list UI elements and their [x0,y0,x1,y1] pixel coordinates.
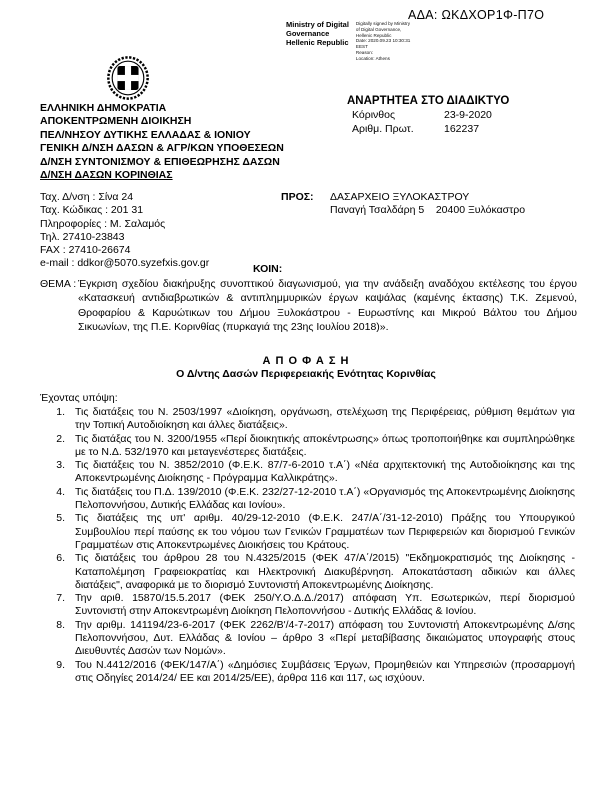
having-regard-label: Έχοντας υπόψη: [40,392,118,404]
hellenic-coat-of-arms-icon [105,55,151,101]
list-item [40,406,577,433]
posted-on-internet-label: ΑΝΑΡΤΗΤΕΑ ΣΤΟ ΔΙΑΔΙΚΤΥΟ [347,95,510,107]
list-item [40,592,577,619]
postal-code-line: Ταχ. Κώδικας : 201 31 [40,204,144,217]
recipient-lines [330,191,525,218]
list-item [40,552,577,592]
signature-detail-line: EEST [355,44,368,50]
decision-subtitle: Ο Δ/ντης Δασών Περιφερειακής Ενότητας Κορινθίας [176,368,436,380]
list-item-text: Την αριθ. 15870/15.5.2017 (ΦΕΚ 250/Υ.Ο.Δ.Δ./2017) απόφαση Υπ. Εσωτερικών, περί διορισμού Συντονιστή στην Αποκεντρωμένη Διοίκηση Πελοποννήσου - Δυτικής Ελλάδας & Ιονίου. [75,592,575,618]
authority-line: ΑΠΟΚΕΝΤΡΩΜΕΝΗ ΔΙΟΙΚΗΣΗ [40,115,192,128]
list-item-text: Τις διατάξεις του Ν. 3852/2010 (Φ.Ε.Κ. 87/7-6-2010 τ.Α΄) «Νέα αρχιτεκτονική της Αυτοδιοίκησης και της Αποκεντρωμένης Διοίκησης - Πρόγραμμα Καλλικράτης». [75,459,575,485]
list-item-number: 3. [56,459,65,472]
city-label: Κόρινθος [352,109,396,122]
list-item [40,459,577,486]
signature-detail-line: Hellenic Republic [355,32,392,38]
list-item-number: 1. [56,406,65,418]
telephone-line: Τηλ. 27410-23843 [40,230,125,243]
postal-address-line: Ταχ. Δ/νση : Σίνα 24 [40,191,134,203]
posting-info-block [347,95,509,136]
list-item [40,512,577,552]
list-item-number: 7. [56,592,65,605]
list-item-number: 8. [56,618,65,631]
email-line: e-mail : ddkor@5070.syzefxis.gov.gr [40,257,210,270]
list-item-number: 6. [56,552,65,565]
legal-references-list [40,406,577,685]
authority-line: Δ/ΝΣΗ ΣΥΝΤΟΝΙΣΜΟΥ & ΕΠΙΘΕΩΡΗΣΗΣ ΔΑΣΩΝ [40,155,280,168]
list-item-number: 2. [56,432,65,445]
signature-detail-line: Location: Athens [355,55,390,61]
list-item-text: Τις διατάξας του Ν. 3200/1955 «Περί διοικητικής αποκέντρωσης» όπως τροποποιήθηκε και συμπληρώθηκε με το Ν.Δ. 532/1970 και μεταγενέστερες διατάξεις. [75,432,575,458]
signature-detail-line: Date: 2020.09.23 10:30:31 [355,38,411,44]
protocol-row [347,123,509,136]
protocol-number: 162237 [444,122,480,135]
fax-line: FAX : 27410-26674 [40,244,131,257]
city-date-row [347,109,509,122]
list-item-number: 9. [56,658,65,671]
decision-title: Α Π Ο Φ Α Σ Η [262,355,350,367]
list-item [40,619,577,659]
protocol-label: Αριθμ. Πρωτ. [352,122,414,135]
cc-label: ΚΟΙΝ: [253,263,283,275]
authority-line: ΓΕΝΙΚΗ Δ/ΝΣΗ ΔΑΣΩΝ & ΑΓΡ/ΚΩΝ ΥΠΟΘΕΣΕΩΝ [40,142,284,155]
recipient-name: ΔΑΣΑΡΧΕΙΟ ΞΥΛΟΚΑΣΤΡΟΥ [330,191,470,203]
signature-detail-line: Digitally signed by Ministry [355,21,411,26]
list-item [40,486,577,513]
signature-authority-line: Governance [286,28,330,38]
list-item-text: Τις διατάξεις της υπ' αριθμ. 40/29-12-2010 (Φ.Ε.Κ. 247/Α΄/31-12-2010) Πράξης του Υπουργικού Συμβουλίου περί παύσης εκ του νόμου των Γενικών Γραμματέων των Περιφερειών και διορισμού Γενικών Γραμματέων στις Αποκεντρωμένες Διοικήσεις του Κράτους. [75,512,575,551]
subject-label: ΘΕΜΑ : [40,278,77,290]
recipient-block [281,191,525,218]
ada-code: ΑΔΑ: ΩΚΔΧΟΡ1Φ-Π7Ο [408,8,545,22]
list-item-text: Τις διατάξεις του Ν. 2503/1997 «Διοίκηση, οργάνωση, στελέχωση της Περιφέρειας, ρύθμιση θεμάτων για την Τοπική Αυτοδιοίκηση και άλλες διατάξεις». [75,406,575,432]
signature-detail-line: Reason: [355,49,374,55]
list-item-text: Τις διατάξεις του άρθρου 28 του Ν.4325/2015 (ΦΕΚ 47/Α΄/2015) "Εκδημοκρατισμός της Διοίκησης - Καταπολέμηση Γραφειοκρατίας και Ηλεκτρονική Διακυβέρνηση. Αποκατάσταση αδικιών και άλλες διατάξεις", αναφορικά με το διορισμό Συντονιστή Αποκεντρωμένης Διοίκησης. [75,552,575,591]
list-item-text: Τις διατάξεις του Π.Δ. 139/2010 (Φ.Ε.Κ. 232/27-12-2010 τ.Α΄) «Οργανισμός της Αποκεντρωμένης Διοίκησης Πελοποννήσου, Δυτικής Ελλάδας και Ιονίου». [75,485,575,512]
signature-authority-line: Hellenic Republic [286,37,349,47]
list-item-number: 5. [56,512,65,525]
authority-line: ΠΕΛ/ΝΗΣΟΥ ΔΥΤΙΚΗΣ ΕΛΛΑΔΑΣ & ΙΟΝΙΟΥ [40,128,251,141]
list-item [40,433,577,460]
digital-signature-stamp [286,21,410,62]
list-item-text: Την αριθμ. 141194/23-6-2017 (ΦΕΚ 2262/Β'/4-7-2017) απόφαση του Συντονιστή Αποκεντρωμένης Δ/σης Πελοποννήσου, Δυτ. Ελλάδας & Ιονίου – άρθρο 3 «Περί μεταβίβασης δικαιώματος υπογραφής στους Διευθυντές Δασών των Νομών». [75,618,575,658]
recipient-address: Παναγή Τσαλδάρη 5 20400 Ξυλόκαστρο [330,204,526,217]
list-item-text: Του Ν.4412/2016 (ΦΕΚ/147/Α΄) «Δημόσιες Συμβάσεις Έργων, Προμηθειών και Υπηρεσιών (προσαρμογή στις Οδηγίες 2014/24/ ΕΕ και 2014/25/ΕΕ), άρθρα 116 και 117, ως ισχύουν. [75,658,575,684]
signature-authority [286,21,349,62]
to-label: ΠΡΟΣ: [281,191,314,203]
authority-line-underlined: Δ/ΝΣΗ ΔΑΣΩΝ ΚΟΡΙΝΘΙΑΣ [40,169,173,182]
subject-block [40,277,577,334]
list-item-number: 4. [56,485,65,498]
subject-text: Έγκριση σχεδίου διακήρυξης συνοπτικού διαγωνισμού, για την ανάδειξη αναδόχου εκτέλεσης του έργου «Κατασκευή αντιδιαβρωτικών & αντιπλημμυρικών έργων καψάλας (καμένης έκτασης) Τ.Κ. Ζεμενού, Θροφαρίου & Καρυώτικων του Δήμου Ξυλοκάστρου - Ευρωστίνης και Μικρού Βάλτου του Δήμου Σικυωνίων, της Π.Ε. Κορινθίας (πυρκαγιά της 23ης Ιουλίου 2018)». [78,278,577,333]
signature-details [356,21,410,62]
information-contact-line: Πληροφορίες : Μ. Σαλαμός [40,217,166,230]
list-item [40,659,577,686]
issuing-authority-block [40,102,284,182]
authority-line: ΕΛΛΗΝΙΚΗ ΔΗΜΟΚΡΑΤΙΑ [40,102,167,114]
contact-details-block [40,191,209,271]
signature-authority-line: Ministry of Digital [286,20,349,29]
signature-detail-line: of Digital Governance, [355,26,402,32]
document-date: 23-9-2020 [444,109,492,122]
